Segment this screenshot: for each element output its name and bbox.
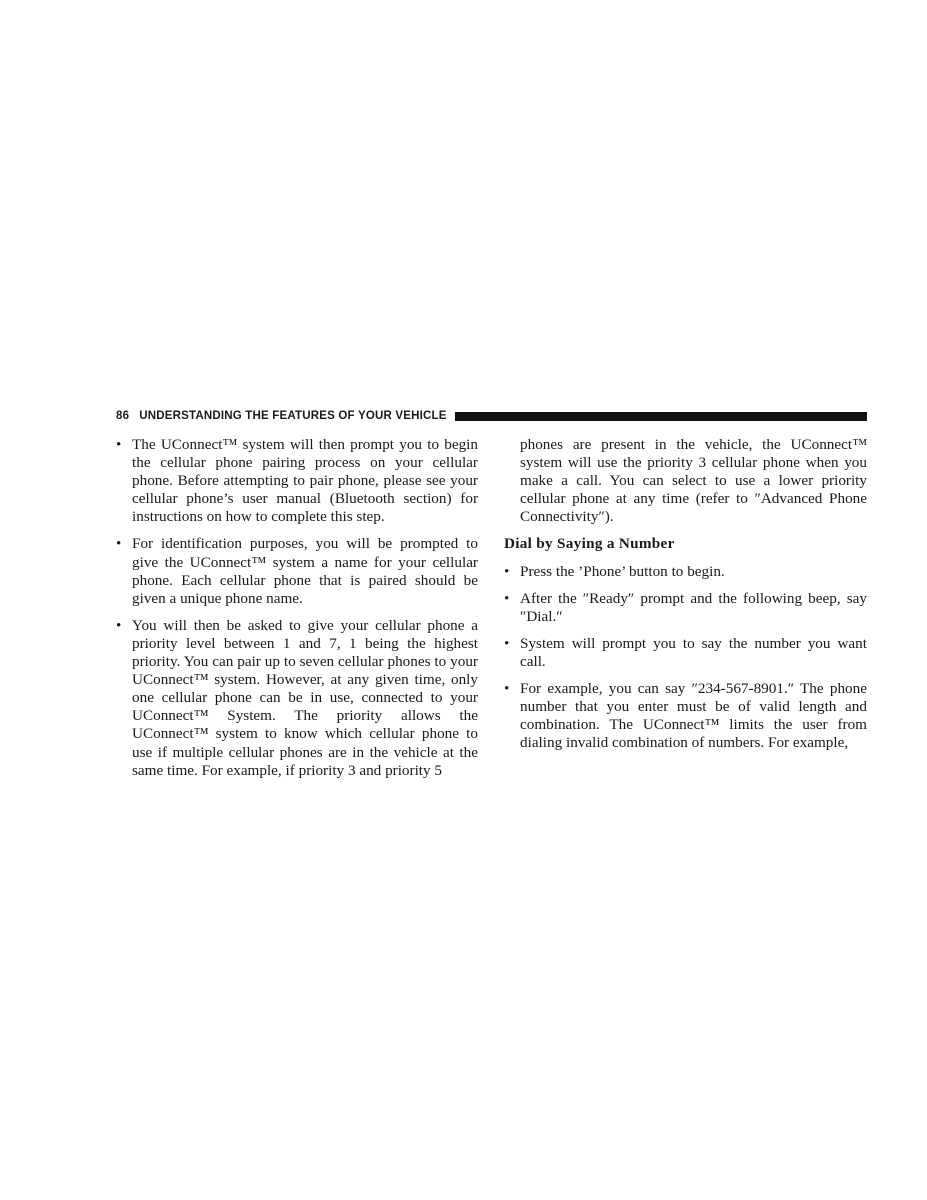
bullet-icon: •: [504, 589, 510, 607]
right-column: [504, 436, 867, 761]
bullet-icon: •: [504, 680, 510, 698]
section-title: UNDERSTANDING THE FEATURES OF YOUR VEHICLE: [139, 410, 447, 422]
page-number: 86: [116, 410, 130, 422]
list-item: [116, 617, 478, 780]
list-item-text: For identification purposes, you will be prompted to give the UConnect™ system a name for your cellular phone. Each cellular phone that is paired should be given a unique phone name.: [132, 535, 478, 607]
bullet-icon: •: [116, 535, 122, 553]
list-item: [504, 680, 867, 752]
page-header: [116, 408, 867, 424]
subheading: Dial by Saying a Number: [504, 535, 675, 553]
continued-paragraph: phones are present in the vehicle, the UConnect™ system will use the priority 3 cellular phone when you make a call. You can select to use a lower priority cellular phone at any time (refer to ″Advanced Phone Connectivity″).: [520, 436, 867, 526]
header-rule: [455, 412, 867, 421]
list-item-text: The UConnect™ system will then prompt you to begin the cellular phone pairing process on your cellular phone. Before attempting to pair phone, please see your cellular phone’s user manual (Bluetooth section) for instructions on how to complete this step.: [132, 436, 478, 526]
list-item-text: You will then be asked to give your cellular phone a priority level between 1 and 7, 1 being the highest priority. You can pair up to seven cellular phones to your UConnect™ system. However, at any given time, only one cellular phone can be in use, connected to your UConnect™ System. The priority allows the UConnect™ system to know which cellular phone to use if multiple cellular phones are in the vehicle at the same time. For example, if priority 3 and priority 5: [132, 616, 478, 779]
list-item: [116, 436, 478, 526]
list-item-text: System will prompt you to say the number you want call.: [520, 634, 867, 670]
bullet-icon: •: [504, 634, 510, 652]
list-item: [504, 590, 867, 626]
left-column: [116, 436, 478, 789]
bullet-icon: •: [116, 616, 122, 634]
list-item: [116, 535, 478, 607]
bullet-icon: •: [116, 436, 122, 453]
list-item: [504, 635, 867, 671]
bullet-icon: •: [504, 562, 510, 580]
list-item-text: Press the ’Phone’ button to begin.: [520, 562, 725, 580]
list-item-text: After the ″Ready″ prompt and the following beep, say ″Dial.″: [520, 589, 867, 625]
list-item: [504, 563, 867, 581]
list-item-text: For example, you can say ″234-567-8901.″ The phone number that you enter must be of valid length and combination. The UConnect™ limits the user from dialing invalid combination of numbers. For example,: [520, 680, 867, 752]
